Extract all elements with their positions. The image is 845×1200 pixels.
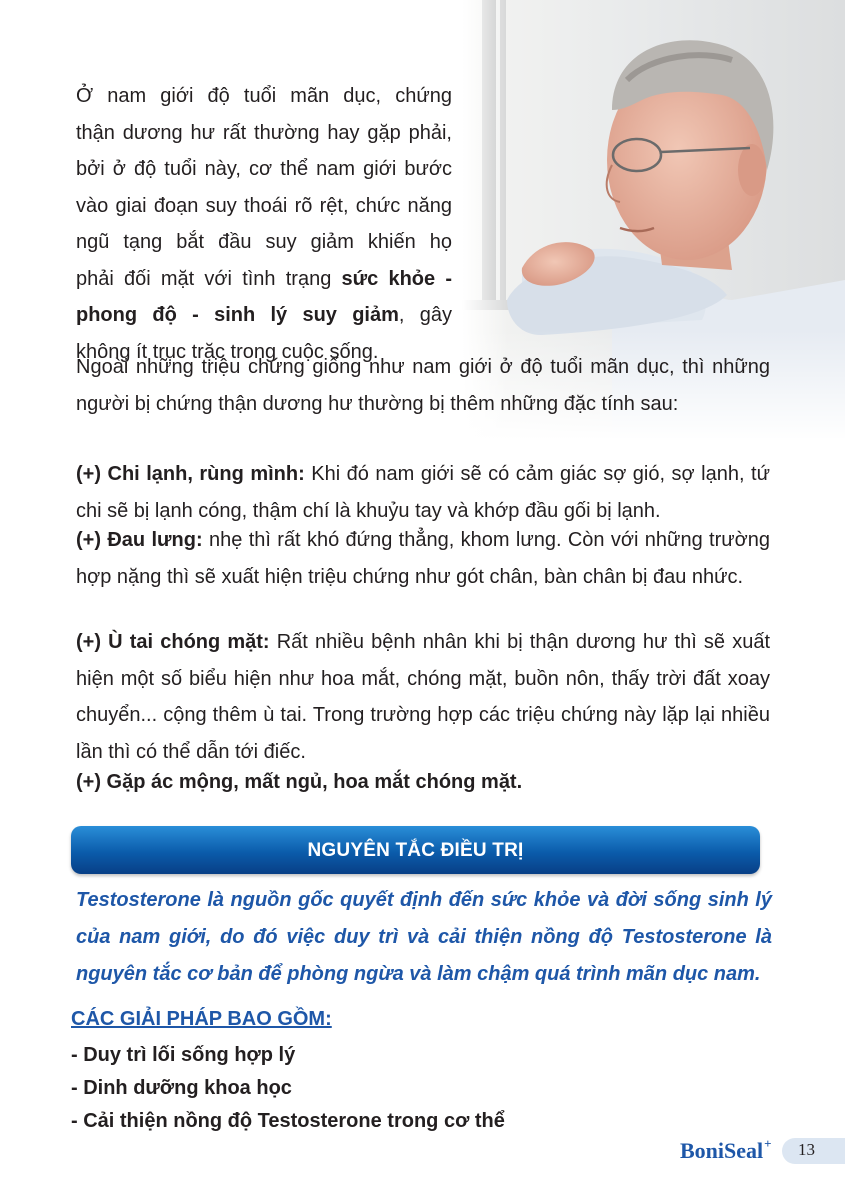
solution-item: - Dinh dưỡng khoa học [71, 1077, 292, 1099]
symptom-item [76, 624, 770, 770]
intro-text: , gây [398, 304, 453, 326]
solution-item: - Cải thiện nồng độ Testosterone trong cơ thể [71, 1110, 505, 1132]
lead-line: của nam giới, do đó việc duy trì và cải thiện nồng độ Testosterone là [76, 926, 772, 948]
symptom-text: Khi đó nam giới sẽ có cảm giác sợ gió, sợ lạnh, tứ chi sẽ bị lạnh cóng, thậm chí là khuỷu tay và khớp đầu gối bị lạnh. [76, 463, 770, 522]
intro-paragraph [76, 78, 452, 370]
lead-line: nguyên tắc cơ bản để phòng ngừa và làm chậm quá trình mãn dục nam. [76, 963, 761, 985]
intro-line: vào giai đoạn suy thoái rõ rệt, chức năng [76, 194, 452, 217]
symptom-title: (+) Chi lạnh, rùng mình: [76, 463, 305, 485]
solutions-heading: CÁC GIẢI PHÁP BAO GỒM: [71, 1008, 332, 1030]
intro-line [76, 261, 452, 298]
symptom-item [76, 522, 770, 595]
intro-emphasis: phong độ - sinh lý suy giảm [76, 304, 399, 326]
symptom-item [76, 456, 770, 529]
intro-emphasis: sức khỏe - [341, 267, 452, 290]
page-number-tab [782, 1138, 845, 1164]
intro-line: không ít trục trặc trong cuộc sống. [76, 340, 379, 363]
brand-plus: + [764, 1136, 772, 1151]
intro-continuation: Ngoài những triệu chứng giống như nam giới ở độ tuổi mãn dục, thì những người bị chứng thận dương hư thường bị thêm những đặc tính sau: [76, 356, 770, 415]
intro-line: ngũ tạng bắt đầu suy giảm khiến họ [76, 231, 452, 253]
symptom-text: nhẹ thì rất khó đứng thẳng, khom lưng. Còn với những trường hợp nặng thì sẽ xuất hiện triệu chứng như gót chân, bàn chân bị đau nhức. [76, 529, 771, 588]
treatment-principle-paragraph [76, 882, 772, 993]
symptom-title: (+) Gặp ác mộng, mất ngủ, hoa mắt chóng mặt. [76, 771, 523, 793]
symptom-text: Rất nhiều bệnh nhân khi bị thận dương hư thì sẽ xuất hiện một số biểu hiện như hoa mắt, chóng mặt, buồn nôn, thấy trời đất xoay chuyển... cộng thêm ù tai. Trong trường hợp các triệu chứng này lặp lại nhiều lần thì có thể dẫn tới điếc. [76, 631, 770, 763]
intro-line: Ở nam giới độ tuổi mãn dục, chứng [76, 85, 452, 107]
brand-name: BoniSeal [680, 1138, 764, 1163]
intro-line [76, 297, 452, 334]
symptom-item [76, 764, 770, 801]
page-number: 13 [798, 1140, 815, 1159]
intro-line: thận dương hư rất thường hay gặp phải, [76, 121, 452, 144]
intro-text: phải đối mặt với tình trạng [76, 267, 342, 290]
lead-line: Testosterone là nguồn gốc quyết định đến sức khỏe và đời sống sinh lý [76, 889, 772, 911]
symptom-title: (+) Đau lưng: [76, 529, 203, 551]
brand-logo [680, 1136, 772, 1164]
banner-title: NGUYÊN TẮC ĐIỀU TRỊ [307, 840, 524, 861]
intro-line: bởi ở độ tuổi này, cơ thể nam giới bước [76, 158, 452, 180]
solution-item: - Duy trì lối sống hợp lý [71, 1044, 296, 1066]
section-banner [71, 826, 760, 874]
symptom-title: (+) Ù tai chóng mặt: [76, 631, 270, 653]
